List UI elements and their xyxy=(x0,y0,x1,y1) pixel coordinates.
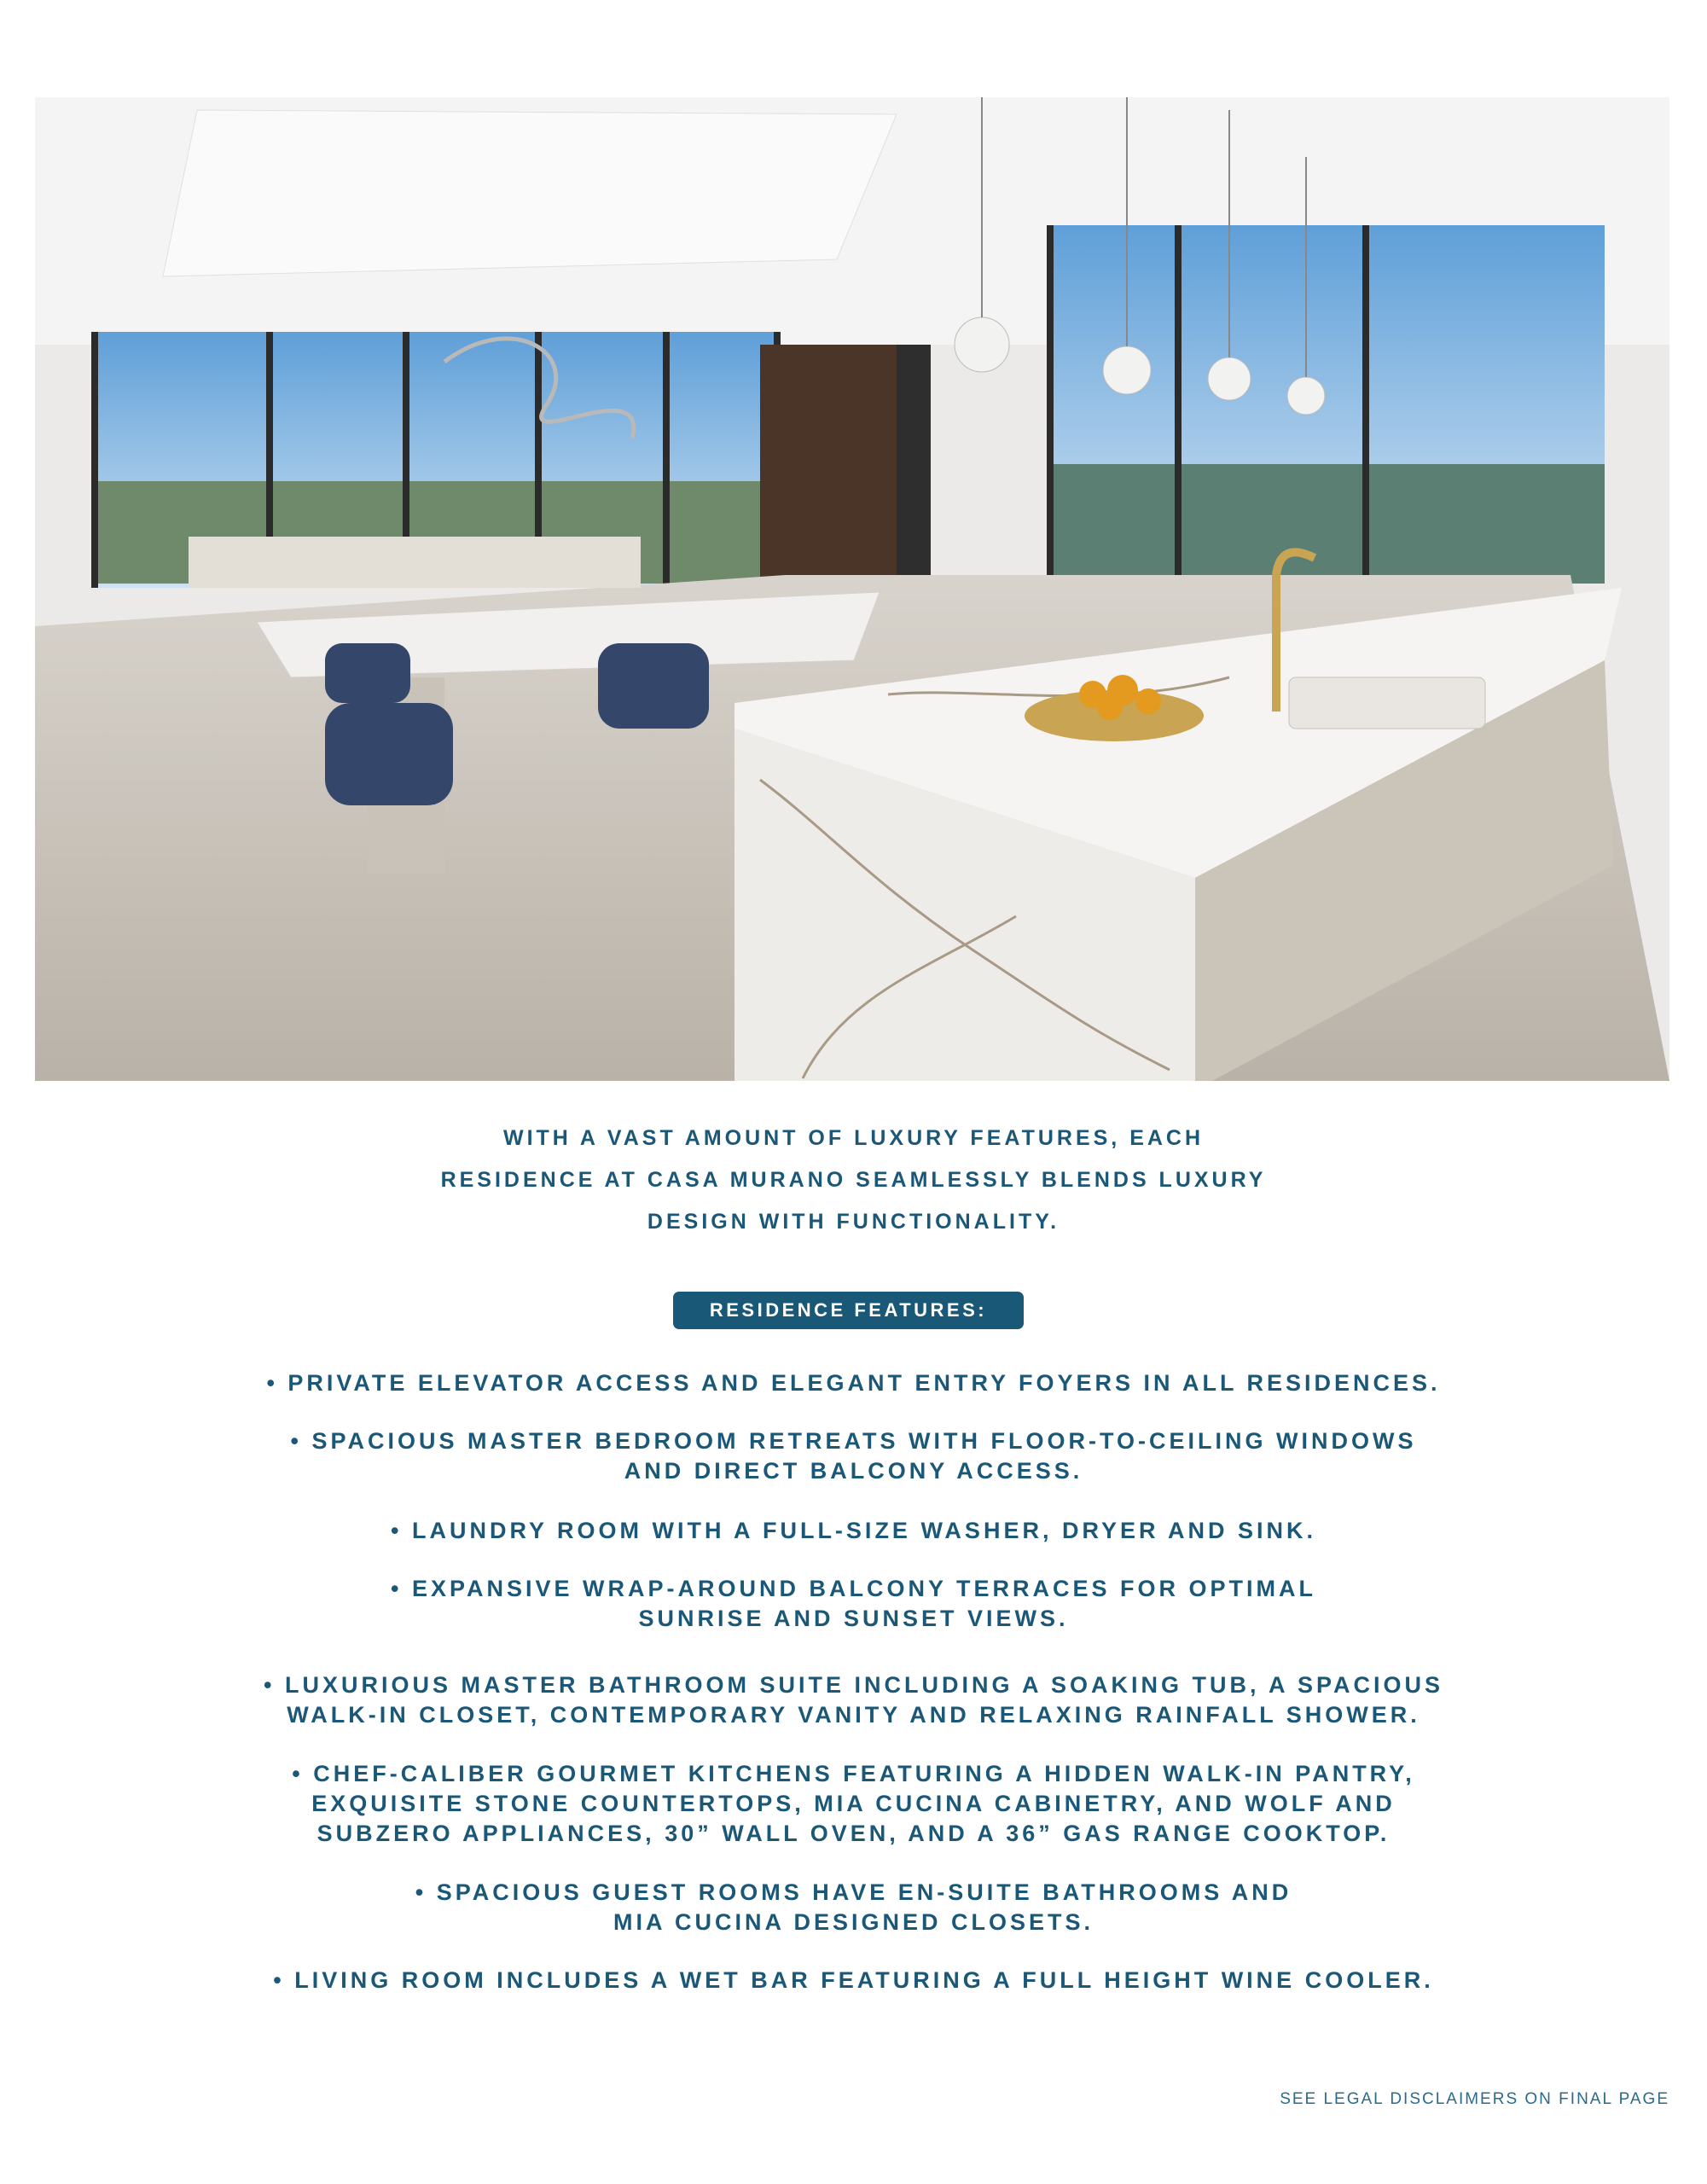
feature-item xyxy=(0,1574,1707,1634)
feature-line: SUBZERO APPLIANCES, 30” WALL OVEN, AND A 36” GAS RANGE COOKTOP. xyxy=(316,1821,1391,1846)
feature-item xyxy=(0,1878,1707,1937)
feature-line: MIA CUCINA DESIGNED CLOSETS. xyxy=(613,1909,1094,1935)
residence-features-badge: RESIDENCE FEATURES: xyxy=(673,1292,1024,1329)
feature-line: • LAUNDRY ROOM WITH A FULL-SIZE WASHER, DRYER AND SINK. xyxy=(391,1518,1316,1543)
feature-line: WALK-IN CLOSET, CONTEMPORARY VANITY AND RELAXING RAINFALL SHOWER. xyxy=(287,1702,1420,1728)
feature-item xyxy=(0,1426,1707,1486)
feature-line: • LUXURIOUS MASTER BATHROOM SUITE INCLUDING A SOAKING TUB, A SPACIOUS xyxy=(264,1672,1443,1698)
intro-line-2: RESIDENCE AT CASA MURANO SEAMLESSLY BLENDS LUXURY xyxy=(440,1168,1267,1192)
intro-line-1: WITH A VAST AMOUNT OF LUXURY FEATURES, EACH xyxy=(502,1126,1205,1150)
feature-line: SUNRISE AND SUNSET VIEWS. xyxy=(638,1606,1069,1631)
feature-line: EXQUISITE STONE COUNTERTOPS, MIA CUCINA CABINETRY, AND WOLF AND xyxy=(311,1791,1396,1816)
feature-line: • PRIVATE ELEVATOR ACCESS AND ELEGANT ENTRY FOYERS IN ALL RESIDENCES. xyxy=(266,1370,1441,1396)
feature-line: • EXPANSIVE WRAP-AROUND BALCONY TERRACES FOR OPTIMAL xyxy=(391,1576,1316,1601)
interior-rendering-photo xyxy=(35,97,1669,1081)
feature-line: • LIVING ROOM INCLUDES A WET BAR FEATURING A FULL HEIGHT WINE COOLER. xyxy=(273,1967,1434,1993)
feature-line: AND DIRECT BALCONY ACCESS. xyxy=(624,1458,1083,1484)
feature-line: • SPACIOUS GUEST ROOMS HAVE EN-SUITE BATHROOMS AND xyxy=(415,1879,1292,1905)
legal-disclaimer-note: SEE LEGAL DISCLAIMERS ON FINAL PAGE xyxy=(1280,2090,1669,2108)
feature-line: • CHEF-CALIBER GOURMET KITCHENS FEATURING A HIDDEN WALK-IN PANTRY, xyxy=(292,1761,1415,1786)
feature-item xyxy=(0,1670,1707,1730)
intro-line-3: DESIGN WITH FUNCTIONALITY. xyxy=(647,1210,1060,1234)
feature-line: • SPACIOUS MASTER BEDROOM RETREATS WITH FLOOR-TO-CEILING WINDOWS xyxy=(290,1428,1417,1454)
feature-item xyxy=(0,1368,1707,1398)
feature-item xyxy=(0,1759,1707,1849)
feature-item xyxy=(0,1516,1707,1546)
feature-item xyxy=(0,1966,1707,1995)
